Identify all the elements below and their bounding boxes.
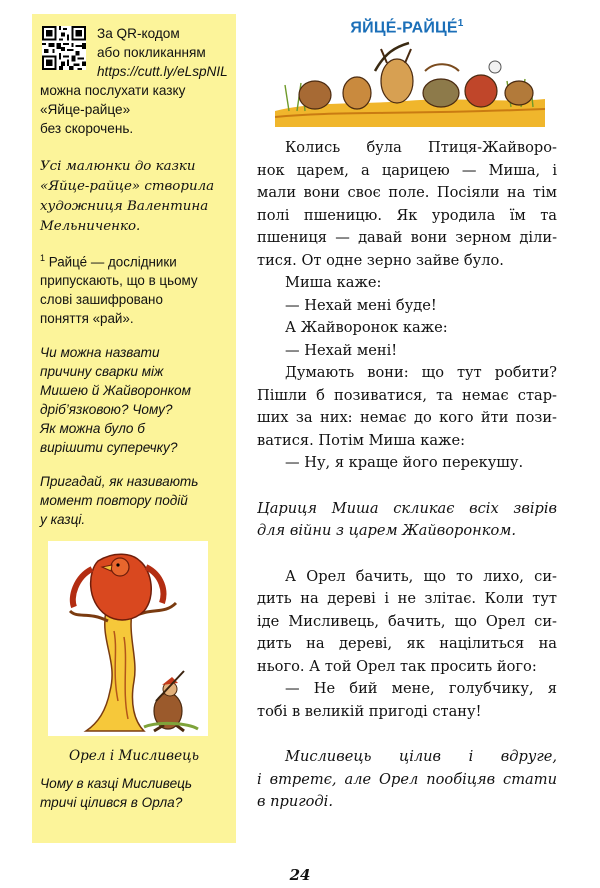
story-line: Миша каже: [285, 274, 382, 292]
story-paragraph [257, 498, 557, 543]
story-banner-illustration [275, 41, 545, 127]
story-line: полі пшеницю. Як уродила їм та [257, 206, 557, 224]
story-line: Цариця Миша скликає всіх звірів [257, 499, 557, 517]
story-line: іде Мисливець, бачить, що Орел си- [257, 612, 557, 630]
qr-line: або покликанням [97, 45, 206, 60]
story-line: — Не бий мене, голубчику, я [285, 680, 557, 698]
qr-code-icon[interactable] [42, 26, 86, 70]
story-line: і втретє, але Орел пообіцяв стати [257, 770, 557, 788]
story-line: пшениця — давай вони зерном діли- [257, 229, 557, 247]
qr-description-continued [40, 81, 228, 138]
story-paragraph [257, 678, 557, 723]
qr-line: За QR-кодом [97, 26, 180, 41]
footnote: $^1$ Райце́ — дослідники припускають, що в цьому слові зашифровано поняття «рай». [40, 253, 198, 327]
question-2: Пригадай, як називають момент повтору подій у казці. [40, 474, 199, 528]
illustration-credits: Усі малюнки до казки «Яйце-райце» створила художниця Валентина Мельниченко. [40, 159, 215, 234]
story-line: А Жайворонок каже: [285, 319, 448, 337]
story-line: дить на дереві, як націлиться на [257, 635, 557, 653]
eagle-hunter-illustration [48, 541, 208, 736]
qr-line: можна послухати казку [40, 83, 186, 98]
story-paragraph [257, 272, 557, 295]
story-line: тися. От одне зерно зайве було. [257, 251, 504, 269]
illustration-caption: Орел і Мисливець [68, 748, 200, 765]
story-paragraph [257, 317, 557, 340]
story-paragraph [257, 295, 557, 318]
qr-line: без скорочень. [40, 121, 134, 136]
sidebar-notes [32, 14, 236, 843]
story-paragraph [257, 452, 557, 475]
story-line: Мисливець цілив і вдруге, [285, 748, 557, 766]
paragraph-gap [257, 543, 557, 566]
story-line: ших за них: немає до кого йти пози- [257, 409, 557, 427]
qr-description [97, 24, 228, 81]
story-line: — Ну, я краще його перекушу. [285, 454, 524, 472]
question-1: Чи можна назвати причину сварки між Мишею й Жайворонком дріб’язковою? Чому? Як можна було б вирішити суперечку? [40, 345, 191, 456]
story-line: дить на дереві і не злітає. Коли тут [257, 590, 557, 608]
story-paragraph [257, 340, 557, 363]
story-line: нок царем, а царицею — Миша, і [257, 161, 557, 179]
page-number: 24 [289, 866, 311, 884]
question-3: Чому в казці Мисливець тричі цілився в Орла? [40, 776, 193, 811]
story-line: — Нехай мені буде! [285, 296, 437, 314]
story-line: в пригоді. [257, 793, 333, 811]
story-paragraph [257, 362, 557, 452]
story-line: Думають вони: що тут робити? [285, 364, 557, 382]
story-line: А Орел бачить, що то лихо, си- [285, 567, 557, 585]
footnote-mark: 1 [40, 253, 46, 263]
story-line: ватися. Потім Миша каже: [257, 431, 465, 449]
story-column [257, 14, 557, 814]
story-line: Колись була Птиця-Жайворо- [285, 139, 557, 157]
story-line: нього. А той Орел так просить його: [257, 657, 537, 675]
story-paragraph [257, 566, 557, 679]
story-title: ЯЙЦЕ́-РАЙЦЕ́$^1$ [350, 18, 464, 37]
story-line: — Нехай мені! [285, 341, 398, 359]
paragraph-gap [257, 475, 557, 498]
story-line: для війни з царем Жайворонком. [257, 522, 517, 540]
story-line: Пішли б позиватися, та немає стар- [257, 386, 557, 404]
story-paragraph [257, 746, 557, 814]
story-line: мали вони своє поле. Посіяли на тім [257, 184, 557, 202]
story-paragraph [257, 137, 557, 272]
title-footnote-mark: 1 [457, 18, 464, 29]
qr-section [40, 24, 228, 84]
story-line: тобі в великій пригоді стану! [257, 702, 482, 720]
qr-line: «Яйце-райце» [40, 102, 131, 117]
paragraph-gap [257, 723, 557, 746]
qr-link[interactable]: https://cutt.ly/eLspNIL [97, 64, 228, 79]
story-text [257, 137, 557, 814]
